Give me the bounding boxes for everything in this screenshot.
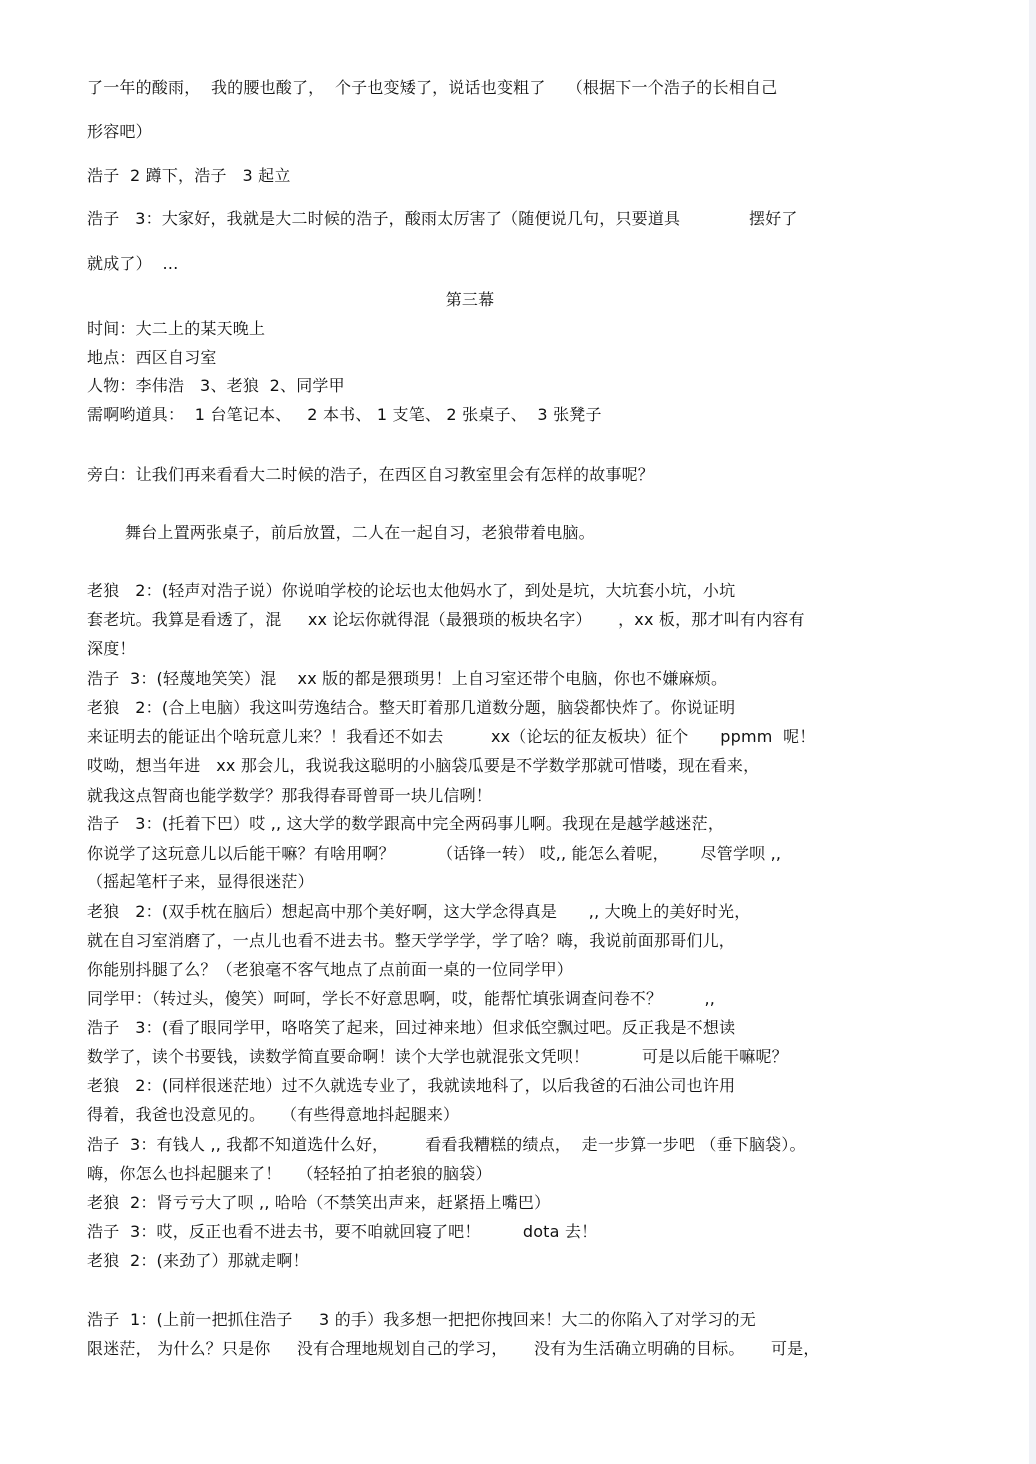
dialogue-line: 得着，我爸也没意见的。 （有些得意地抖起腿来）: [87, 1105, 460, 1124]
dialogue-line: 就在自习室消磨了，一点儿也看不进去书。整天学学学，学了啥？嗨，我说前面那哥们儿，: [87, 931, 736, 950]
scene-props: 需啊哟道具： 1 台笔记本、 2 本书、 1 支笔、 2 张桌子、 3 张凳子: [87, 405, 602, 424]
intro-line: 形容吧）: [87, 122, 152, 141]
dialogue-line: 老狼 2：(轻声对浩子说）你说咱学校的论坛也太他妈水了，到处是坑，大坑套小坑，小坑: [87, 581, 736, 600]
dialogue-line: 浩子 3：(托着下巴）哎 ,, 这大学的数学跟高中完全两码事儿啊。我现在是越学越迷茫，: [87, 814, 725, 833]
closing-line: 限迷茫， 为什么？只是你 没有合理地规划自己的学习， 没有为生活确立明确的目标。 可是，: [87, 1339, 820, 1358]
dialogue-line: 深度！: [87, 639, 136, 658]
intro-line: 了一年的酸雨， 我的腰也酸了， 个子也变矮了，说话也变粗了 （根据下一个浩子的长相自己: [87, 78, 778, 97]
intro-line: 浩子 3：大家好，我就是大二时候的浩子，酸雨太厉害了（随便说几句，只要道具 摆好了: [87, 209, 798, 228]
dialogue-line: （摇起笔杆子来，显得很迷茫）: [87, 872, 314, 891]
dialogue-line: 来证明去的能证出个啥玩意儿来？！我看还不如去 xx（论坛的征友板块）征个 ppmm 呢！: [87, 727, 816, 746]
dialogue-line: 数学了，读个书要钱，读数学简直要命啊！读个大学也就混张文凭呗！ 可是以后能干嘛呢？: [87, 1047, 788, 1066]
stage-direction: 舞台上置两张桌子，前后放置，二人在一起自习，老狼带着电脑。: [125, 523, 595, 542]
page-edge-strip: [1029, 0, 1036, 1464]
dialogue-line: 浩子 3：(看了眼同学甲，咯咯笑了起来，回过神来地）但求低空飘过吧。反正我是不想读: [87, 1018, 736, 1037]
dialogue-line: 同学甲：（转过头，傻笑）呵呵，学长不好意思啊，哎，能帮忙填张调查问卷不？ ,,: [87, 989, 716, 1008]
dialogue-line: 哎呦，想当年进 xx 那会儿，我说我这聪明的小脑袋瓜要是不学数学那就可惜喽，现在看来，: [87, 756, 760, 775]
dialogue-line: 老狼 2：肾亏亏大了呗 ,, 哈哈（不禁笑出声来，赶紧捂上嘴巴）: [87, 1193, 551, 1212]
intro-line: 浩子 2 蹲下，浩子 3 起立: [87, 166, 291, 185]
dialogue-line: 套老坑。我算是看透了，混 xx 论坛你就得混（最猥琐的板块名字） ，xx 板，那才叫有内容有: [87, 610, 805, 629]
dialogue-line: 老狼 2：(同样很迷茫地）过不久就选专业了，我就读地科了，以后我爸的石油公司也许用: [87, 1076, 736, 1095]
scene-time: 时间：大二上的某天晚上: [87, 319, 266, 338]
scene-characters: 人物：李伟浩 3、老狼 2、同学甲: [87, 376, 345, 395]
intro-line: 就成了） …: [87, 254, 179, 273]
act-title: 第三幕: [445, 290, 495, 309]
dialogue-line: 嗨，你怎么也抖起腿来了！ （轻轻拍了拍老狼的脑袋）: [87, 1164, 492, 1183]
dialogue-line: 你能别抖腿了么？（老狼毫不客气地点了点前面一桌的一位同学甲）: [87, 960, 574, 979]
dialogue-line: 你说学了这玩意儿以后能干嘛？有啥用啊？ （话锋一转） 哎,, 能怎么着呢， 尽管学呗 ,,: [87, 844, 782, 863]
dialogue-line: 浩子 3：(轻蔑地笑笑）混 xx 版的都是猥琐男！上自习室还带个电脑，你也不嫌麻烦。: [87, 669, 728, 688]
dialogue-line: 就我这点智商也能学数学？那我得春哥曾哥一块儿信咧！: [87, 786, 493, 805]
dialogue-line: 浩子 3：哎，反正也看不进去书，要不咱就回寝了吧！ dota 去！: [87, 1222, 598, 1241]
dialogue-line: 老狼 2：(合上电脑）我这叫劳逸结合。整天盯着那几道数分题，脑袋都快炸了。你说证明: [87, 698, 736, 717]
scene-place: 地点：西区自习室: [87, 348, 217, 367]
dialogue-line: 老狼 2：(双手枕在脑后）想起高中那个美好啊，这大学念得真是 ,, 大晚上的美好时光，: [87, 902, 751, 921]
closing-line: 浩子 1：(上前一把抓住浩子 3 的手）我多想一把把你拽回来！大二的你陷入了对学习的无: [87, 1310, 756, 1329]
narration: 旁白：让我们再来看看大二时候的浩子，在西区自习教室里会有怎样的故事呢？: [87, 465, 655, 484]
dialogue-line: 老狼 2：(来劲了）那就走啊！: [87, 1251, 309, 1270]
dialogue-line: 浩子 3：有钱人 ,, 我都不知道选什么好， 看看我糟糕的绩点， 走一步算一步吧 （垂下脑袋）。: [87, 1135, 806, 1154]
